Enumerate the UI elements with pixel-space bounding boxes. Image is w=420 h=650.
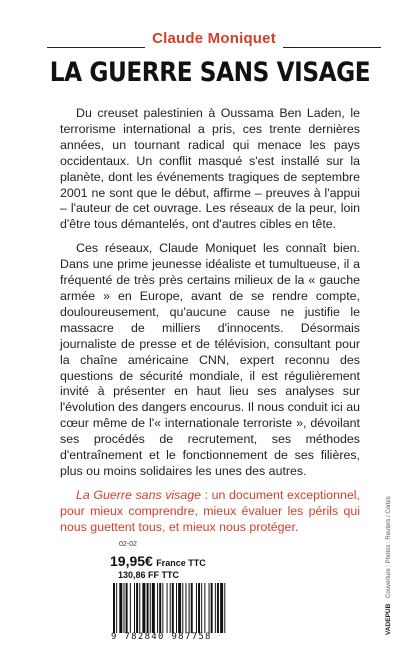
price-ff: 130,86 FF TTC xyxy=(118,570,180,580)
blurb-closing xyxy=(60,488,360,536)
book-title: LA GUERRE SANS VISAGE xyxy=(49,57,371,88)
closing-book-title: La Guerre sans visage xyxy=(76,487,202,502)
left-rule xyxy=(47,47,145,48)
isbn-digits: 9 782840 987758 xyxy=(111,632,212,642)
publisher-logo: VADEPUB xyxy=(385,603,392,635)
blurb-paragraph-1: Du creuset palestinien à Oussama Ben Laden, le terrorisme international a pris, ces trente dernières années, un tournant radical qui menace les pays occidentaux. Un conflit masqué s'est installé sur la planète, dont les événements tragiques de septembre 2001 ne sont que le début, affirme – preuves à l'appui – l'auteur de cet ouvrage. Les réseaux de la peur, loin d'être tous démantelés, ont d'autres cibles en tête. xyxy=(60,106,360,232)
closing-text: : un document exceptionnel, pour mieux comprendre, mieux évaluer les périls qui nous guettent tous, et mieux nous protéger. xyxy=(60,487,360,534)
side-credits xyxy=(385,496,397,635)
price-euro xyxy=(110,553,206,569)
date-code: 02-02 xyxy=(119,541,137,548)
barcode-icon xyxy=(111,583,271,633)
cover-credit: Couverture : Photos : Reuters / Corbis xyxy=(386,496,392,599)
right-rule xyxy=(283,47,381,48)
price-euro-suffix: France TTC xyxy=(156,558,206,568)
euro-sign: € xyxy=(145,553,153,569)
author-row xyxy=(0,30,420,54)
price-euro-value: 19,95 xyxy=(110,553,146,569)
blurb xyxy=(60,106,360,544)
author-name: Claude Moniquet xyxy=(152,30,276,47)
blurb-paragraph-2: Ces réseaux, Claude Moniquet les connaît bien. Dans une prime jeunesse idéaliste et tumultueuse, il a fréquenté de très près certains milieux de la « gauche armée » en Europe, avant de se rendre compte, douloureusement, qu'aucune cause ne justifie le massacre de milliers d'innocents. Désormais journaliste de presse et de télévision, consultant pour la chaîne américaine CNN, expert reconnu des questions de sécurité mondiale, il est régulièrement invité à présenter en haut lieu ses analyses sur l'évolution des dangers encourus. Il nous conduit ici au cœur même de l'« internationale terroriste », dévoilant ses procédés de recrutement, ses méthodes d'entraînement et le fonctionnement de ses filières, plus ou moins solidaires les unes des autres. xyxy=(60,241,360,478)
